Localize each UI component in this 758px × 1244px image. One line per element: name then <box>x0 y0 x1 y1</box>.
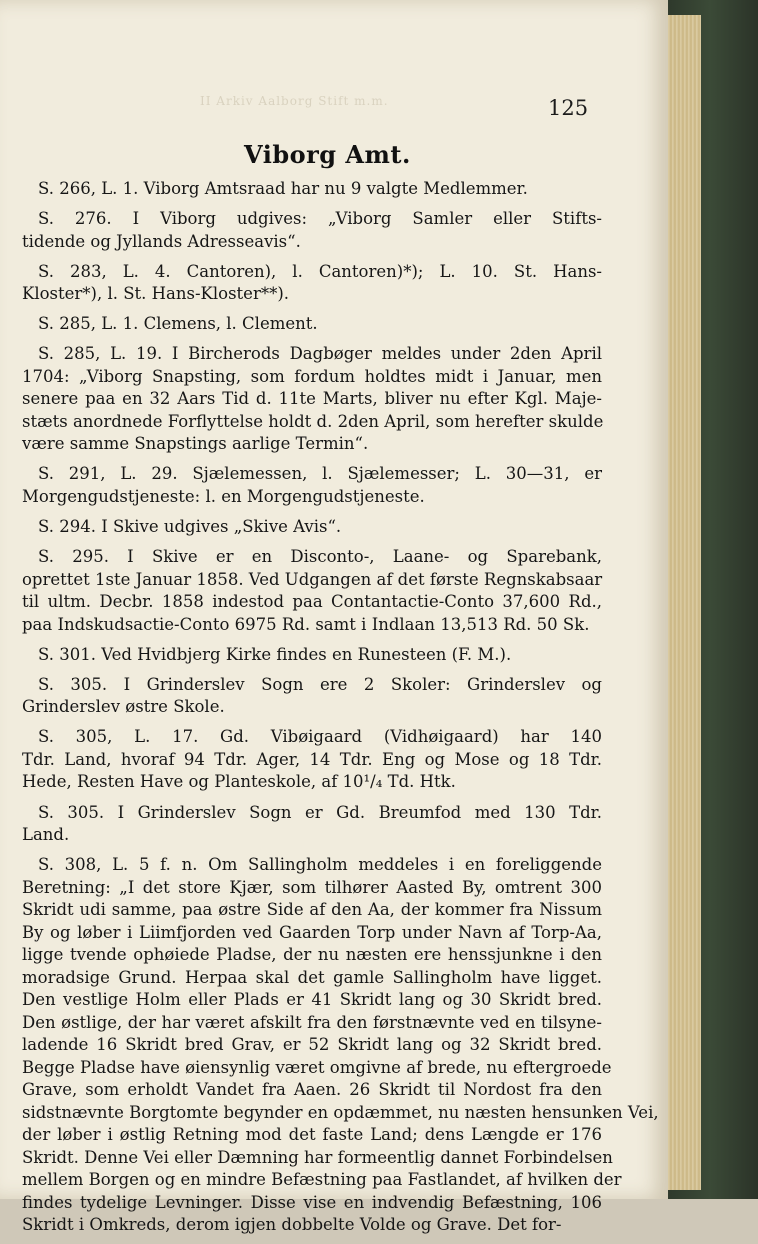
text-line: stæts anordnede Forflyttelse holdt d. 2den April, som herefter skulde <box>22 411 604 431</box>
entry <box>22 516 602 539</box>
text-line: S. 283, L. 4. Cantoren), l. Cantoren)*); L. 10. St. Hans- <box>38 261 602 281</box>
text-line: til ultm. Decbr. 1858 indestod paa Contantactie-Conto 37,600 Rd., <box>22 592 602 612</box>
body-text <box>22 178 659 1244</box>
text-line: S. 301. Ved Hvidbjerg Kirke findes en Runesteen (F. M.). <box>38 644 512 664</box>
entry <box>22 546 602 636</box>
text-line: S. 285, L. 1. Clemens, l. Clement. <box>38 314 318 334</box>
text-line: senere paa en 32 Aars Tid d. 11te Marts, bliver nu efter Kgl. Maje- <box>22 389 602 409</box>
text-line: moradsige Grund. Herpaa skal det gamle Sallingholm have ligget. <box>22 967 602 987</box>
text-line: S. 305. I Grinderslev Sogn ere 2 Skoler: Grinderslev og <box>38 674 602 694</box>
text-line: Beretning: „I det store Kjær, som tilhører Aasted By, omtrent 300 <box>22 877 602 897</box>
text-line: S. 266, L. 1. Viborg Amtsraad har nu 9 valgte Medlemmer. <box>38 179 528 198</box>
text-line: S. 294. I Skive udgives „Skive Avis“. <box>38 517 342 537</box>
text-line: ladende 16 Skridt bred Grav, er 52 Skridt lang og 32 Skridt bred. <box>22 1035 602 1055</box>
text-line: tidende og Jyllands Adresseavis“. <box>22 231 301 251</box>
entry <box>22 726 602 794</box>
entry <box>22 802 602 847</box>
text-line: By og løber i Liimfjorden ved Gaarden Torp under Navn af Torp-Aa, <box>22 922 602 942</box>
text-line: Skridt udi samme, paa østre Side af den Aa, der kommer fra Nissum <box>22 900 602 920</box>
page-title: Viborg Amt. <box>244 140 411 169</box>
text-line: Tdr. Land, hvoraf 94 Tdr. Ager, 14 Tdr. Eng og Mose og 18 Tdr. <box>22 749 602 769</box>
entry <box>22 313 602 336</box>
text-line: Grave, som erholdt Vandet fra Aaen. 26 Skridt til Nordost fra den <box>22 1080 602 1100</box>
text-line: S. 305, L. 17. Gd. Vibøigaard (Vidhøigaard) har 140 <box>38 727 602 747</box>
entry <box>22 261 602 306</box>
entry <box>22 178 602 201</box>
text-line: 1704: „Viborg Snapsting, som fordum holdtes midt i Januar, men <box>22 366 602 386</box>
text-line: Den vestlige Holm eller Plads er 41 Skridt lang og 30 Skridt bred. <box>22 990 602 1010</box>
entry <box>22 208 602 253</box>
text-line: Land. <box>22 825 70 845</box>
entry <box>22 343 602 456</box>
text-line: S. 308, L. 5 f. n. Om Sallingholm meddeles i en foreliggende <box>38 855 602 875</box>
text-line: S. 305. I Grinderslev Sogn er Gd. Breumfod med 130 Tdr. <box>38 802 602 822</box>
text-line: være samme Snapstings aarlige Termin“. <box>22 434 369 454</box>
entry <box>22 854 659 1237</box>
text-line: findes tydelige Levninger. Disse vise en indvendig Befæstning, 106 <box>22 1192 602 1212</box>
text-line: mellem Borgen og en mindre Befæstning paa Fastlandet, af hvilken der <box>22 1170 622 1190</box>
text-line: Hede, Resten Have og Planteskole, af 10¹/₄ Td. Htk. <box>22 772 456 792</box>
text-line: S. 276. I Viborg udgives: „Viborg Samler eller Stifts- <box>38 209 602 229</box>
page-number: 125 <box>548 96 589 120</box>
text-line: Skridt i Omkreds, derom igjen dobbelte Volde og Grave. Det for- <box>22 1215 562 1235</box>
text-line: S. 285, L. 19. I Bircherods Dagbøger meldes under 2den April <box>38 344 602 364</box>
text-line: Den østlige, der har været afskilt fra den førstnævnte ved en tilsyne- <box>22 1012 602 1032</box>
text-line: S. 295. I Skive er en Disconto-, Laane- og Sparebank, <box>38 547 602 567</box>
text-line: Morgengudstjeneste: l. en Morgengudstjeneste. <box>22 486 425 506</box>
text-line: oprettet 1ste Januar 1858. Ved Udgangen af det første Regnskabsaar <box>22 569 603 589</box>
text-line: paa Indskudsactie-Conto 6975 Rd. samt i Indlaan 13,513 Rd. 50 Sk. <box>22 614 590 634</box>
text-line: S. 291, L. 29. Sjælemessen, l. Sjælemesser; L. 30—31, er <box>38 464 602 484</box>
text-line: Grinderslev østre Skole. <box>22 697 225 717</box>
entry <box>22 674 602 719</box>
text-line: der løber i østlig Retning mod det faste Land; dens Længde er 176 <box>22 1125 602 1145</box>
text-line: sidstnævnte Borgtomte begynder en opdæmmet, nu næsten hensunken Vei, <box>22 1102 659 1122</box>
text-line: Begge Pladse have øiensynlig været omgivne af brede, nu eftergroede <box>22 1057 612 1077</box>
text-line: Kloster*), l. St. Hans-Kloster**). <box>22 284 290 304</box>
entry <box>22 644 602 667</box>
text-line: ligge tvende ophøiede Pladse, der nu næsten ere henssjunkne i den <box>22 945 602 965</box>
text-line: Skridt. Denne Vei eller Dæmning har formeentlig dannet Forbindelsen <box>22 1147 613 1167</box>
entry <box>22 463 602 508</box>
show-through-header: II Arkiv Aalborg Stift m.m. <box>200 94 389 108</box>
